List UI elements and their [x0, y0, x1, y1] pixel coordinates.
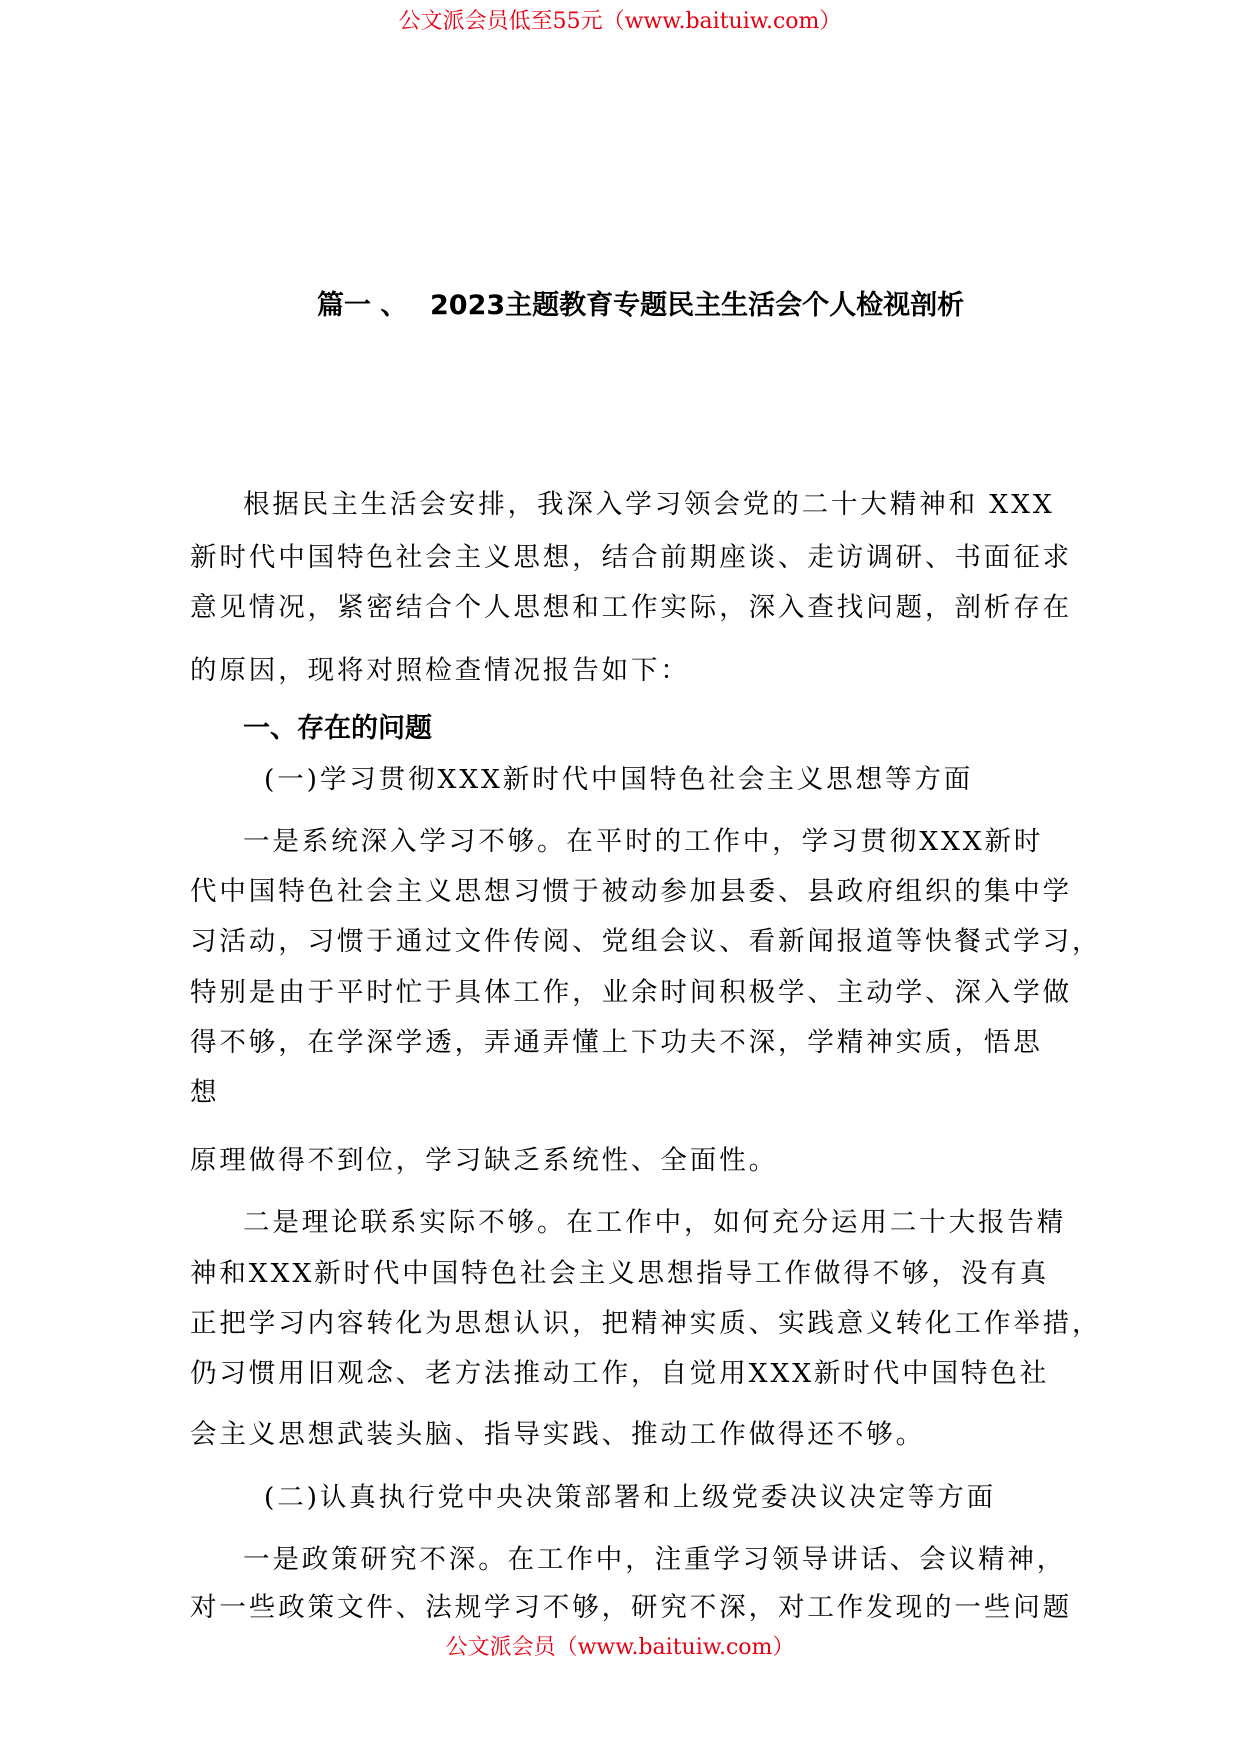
paragraph-line: 代中国特色社会主义思想习惯于被动参加县委、县政府组织的集中学: [190, 876, 1072, 907]
paragraph-line: 新时代中国特色社会主义思想，结合前期座谈、走访调研、书面征求: [190, 542, 1072, 573]
paragraph-line: 原理做得不到位，学习缺乏系统性、全面性。: [190, 1145, 778, 1176]
section-heading: 一、存在的问题: [243, 713, 432, 744]
title-text: 2023主题教育专题民主生活会个人检视剖析: [430, 290, 965, 321]
paragraph-line: 对一些政策文件、法规学习不够，研究不深，对工作发现的一些问题: [190, 1592, 1072, 1623]
title-prefix: 篇一 、: [317, 290, 408, 321]
paragraph-line: 特别是由于平时忙于具体工作，业余时间积极学、主动学、深入学做: [190, 977, 1072, 1008]
paragraph-line: 神和XXX新时代中国特色社会主义思想指导工作做得不够，没有真: [190, 1258, 1050, 1289]
watermark-footer: 公文派会员（www.baituiw.com）: [445, 1635, 795, 1660]
paragraph-line: 正把学习内容转化为思想认识，把精神实质、实践意义转化工作举措，: [190, 1308, 1102, 1339]
subsection-heading: (一)学习贯彻XXX新时代中国特色社会主义思想等方面: [264, 764, 974, 795]
paragraph-line: 一是系统深入学习不够。在平时的工作中，学习贯彻XXX新时: [243, 826, 1044, 857]
subsection-heading: (二)认真执行党中央决策部署和上级党委决议决定等方面: [264, 1482, 997, 1513]
paragraph-line: 二是理论联系实际不够。在工作中，如何充分运用二十大报告精: [243, 1207, 1067, 1238]
paragraph-line: 想: [190, 1077, 220, 1108]
paragraph-line: 习活动，习惯于通过文件传阅、党组会议、看新闻报道等快餐式学习，: [190, 926, 1102, 957]
paragraph-line: 得不够，在学深学透，弄通弄懂上下功夫不深，学精神实质，悟思: [190, 1027, 1043, 1058]
paragraph-line: 一是政策研究不深。在工作中，注重学习领导讲话、会议精神，: [243, 1544, 1067, 1575]
paragraph-line: 仍习惯用旧观念、老方法推动工作，自觉用XXX新时代中国特色社: [190, 1358, 1050, 1389]
paragraph-line: 根据民主生活会安排，我深入学习领会党的二十大精神和 XXX: [243, 489, 1055, 520]
watermark-header: 公文派会员低至55元（www.baituiw.com）: [398, 9, 842, 34]
paragraph-line: 会主义思想武装头脑、指导实践、推动工作做得还不够。: [190, 1419, 925, 1450]
paragraph-line: 意见情况，紧密结合个人思想和工作实际，深入查找问题，剖析存在: [190, 592, 1072, 623]
paragraph-line: 的原因，现将对照检查情况报告如下：: [190, 655, 690, 686]
